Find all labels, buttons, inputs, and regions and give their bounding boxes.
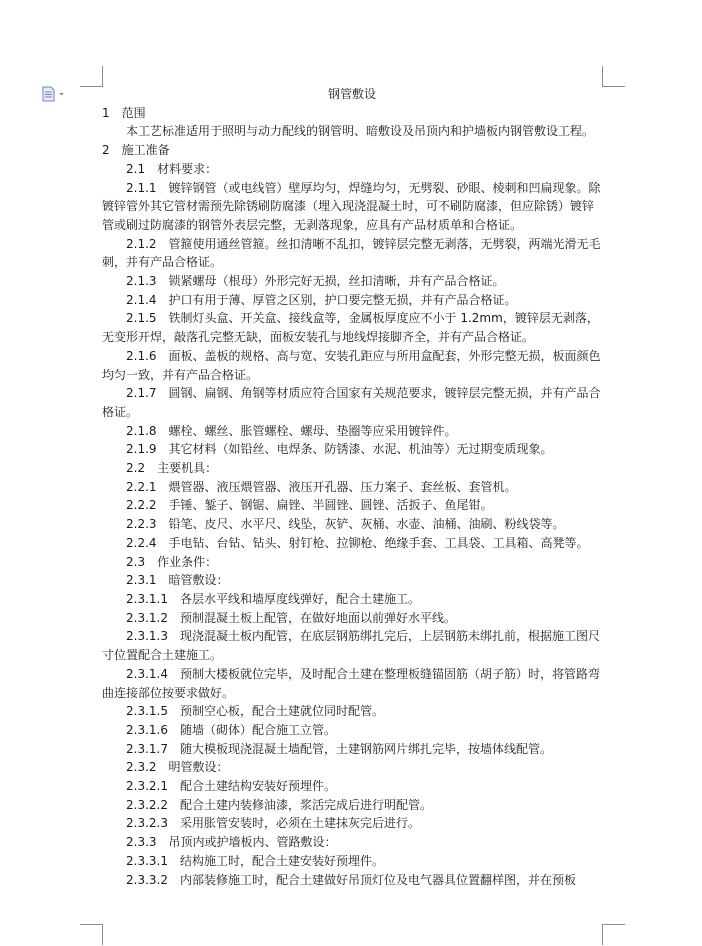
paragraph: 2.3.2.2 配合土建内装修油漆，浆活完成后进行明配管。 <box>126 797 432 812</box>
paragraph: 2.2.4 手电钻、台钻、钻头、射钉枪、拉铆枪、绝缘手套、工具袋、工具箱、高凳等。 <box>126 535 589 550</box>
paragraph: 2.2.1 煨管器、液压煨管器、液压开孔器、压力案子、套丝板、套管机。 <box>126 479 517 494</box>
subheading-2-1: 2.1 材料要求： <box>126 161 218 176</box>
paragraph: 2.3.3.1 结构施工时，配合土建安装好预埋件。 <box>126 853 384 868</box>
paragraph: 2.1.2 管箍使用通丝管箍。丝扣清晰不乱扣，镀锌层完整无剥落，无劈裂，两端光滑无毛刺，并有产品合格证。 <box>102 236 601 270</box>
paragraph: 2.3.1.4 预制大楼板就位完毕，及时配合土建在整理板缝锚固筋（胡子筋）时，将管路弯曲连接部位按要求做好。 <box>102 666 600 700</box>
paragraph: 2.3.1.7 随大模板现浇混凝土墙配管，土建钢筋网片绑扎完毕，按墙体线配管。 <box>126 741 552 756</box>
paragraph: 2.3.3.2 内部装修施工时，配合土建做好吊顶灯位及电气器具位置翻样图，并在预板 <box>126 872 576 887</box>
paragraph: 2.3.2.3 采用胀管安装时，必须在土建抹灰完后进行。 <box>126 816 420 831</box>
page-corner-mark-top-left <box>80 66 103 87</box>
page-title: 钢管敷设 <box>327 87 376 101</box>
paragraph: 2.3.1.6 随墙（砌体）配合施工立管。 <box>126 722 336 737</box>
subheading-2-3: 2.3 作业条件： <box>126 554 218 569</box>
subheading-2-2: 2.2 主要机具： <box>126 461 218 476</box>
paragraph: 2.1.8 螺栓、螺丝、胀管螺栓、螺母、垫圈等应采用镀锌件。 <box>126 423 457 438</box>
page-corner-mark-top-right <box>602 66 625 87</box>
paragraph: 2.1.9 其它材料（如铅丝、电焊条、防锈漆、水泥、机油等）无过期变质现象。 <box>126 442 553 457</box>
paragraph: 2.1.4 护口有用于薄、厚管之区别，护口要完整无损，并有产品合格证。 <box>126 292 517 307</box>
paragraph: 本工艺标准适用于照明与动力配线的钢管明、暗敷设及吊顶内和护墙板内钢管敷设工程。 <box>126 124 595 139</box>
page-corner-mark-bottom-left <box>80 924 103 945</box>
paragraph: 2.1.3 锁紧螺母（根母）外形完好无损，丝扣清晰，并有产品合格证。 <box>126 274 505 289</box>
paragraph: 2.3.1.5 预制空心板，配合土建就位同时配管。 <box>126 704 384 719</box>
paragraph: 2.1.6 面板、盖板的规格、高与宽、安装孔距应与所用盒配套，外形完整无损，板面颜色均匀一致，并有产品合格证。 <box>102 348 601 382</box>
paragraph: 2.2.2 手锤、錾子、钢锯、扁锉、半圆锉、圆锉、活扳子、鱼尾钳。 <box>126 498 493 513</box>
paragraph: 2.3.1.3 现浇混凝土板内配管，在底层钢筋绑扎完后，上层钢筋未绑扎前，根据施工图尺寸位置配合土建施工。 <box>102 629 600 663</box>
paragraph: 2.1.5 铁制灯头盒、开关盒、接线盒等，金属板厚度应不小于 1.2mm，镀锌层无剥落，无变形开焊，敲落孔完整无缺，面板安装孔与地线焊接脚齐全，并有产品合格证。 <box>102 311 599 345</box>
subheading-2-3-1: 2.3.1 暗管敷设： <box>126 573 229 588</box>
subheading-2-3-2: 2.3.2 明管敷设： <box>126 760 229 775</box>
paragraph: 2.3.2.1 配合土建结构安装好预埋件。 <box>126 779 336 794</box>
paragraph: 2.1.1 镀锌钢管（或电线管）壁厚均匀，焊缝均匀，无劈裂、砂眼、棱刺和凹扁现象。除镀锌管外其它管材需预先除锈刷防腐漆（埋入现浇混凝土时，可不刷防腐漆，但应除锈）镀锌管或刷过防腐漆的钢管外表层完整，无剥落现象，应具有产品材质单和合格证。 <box>102 180 601 232</box>
paragraph: 2.3.1.2 预制混凝土板上配管，在做好地面以前弹好水平线。 <box>126 610 456 625</box>
paragraph: 2.2.3 铅笔、皮尺、水平尺、线坠，灰铲、灰桶、水壶、油桶、油刷、粉线袋等。 <box>126 517 565 532</box>
document-body <box>102 85 602 889</box>
subheading-2-3-3: 2.3.3 吊顶内或护墙板内、管路敷设： <box>126 835 337 850</box>
section-heading-1: 1 范围 <box>102 105 146 120</box>
section-heading-2: 2 施工准备 <box>102 143 170 158</box>
page-corner-mark-bottom-right <box>602 924 625 945</box>
paragraph: 2.1.7 圆钢、扁钢、角钢等材质应符合国家有关规范要求，镀锌层完整无损，并有产品合格证。 <box>102 386 601 419</box>
document-outline-icon[interactable] <box>42 86 66 102</box>
paragraph: 2.3.1.1 各层水平线和墙厚度线弹好，配合土建施工。 <box>126 591 420 606</box>
